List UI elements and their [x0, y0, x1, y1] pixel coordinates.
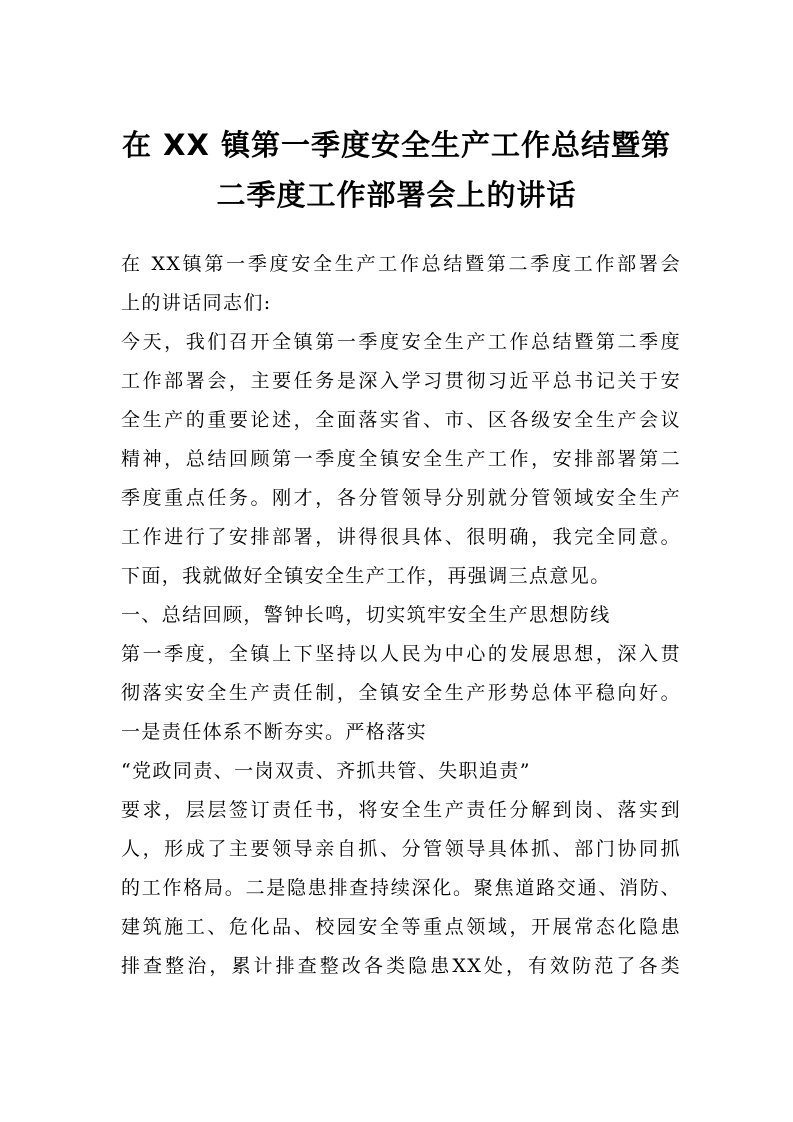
- body-line: 季度重点任务。刚才，各分管领导分别就分管领域安全生产: [121, 487, 681, 509]
- body-line: 排查整治，累计排查整改各类隐患XX处，有效防范了各类: [121, 955, 681, 977]
- body-line: 彻落实安全生产责任制，全镇安全生产形势总体平稳向好。: [121, 682, 681, 704]
- body-line: 工作部署会，主要任务是深入学习贯彻习近平总书记关于安: [121, 370, 681, 392]
- body-line: 下面，我就做好全镇安全生产工作，再强调三点意见。: [121, 565, 611, 587]
- body-line: 在 XX镇第一季度安全生产工作总结暨第二季度工作部署会: [121, 253, 681, 275]
- document-body: [121, 245, 681, 986]
- body-line: 全生产的重要论述，全面落实省、市、区各级安全生产会议: [121, 409, 681, 431]
- body-line: 要求，层层签订责任书，将安全生产责任分解到岗、落实到: [121, 799, 681, 821]
- body-line: 今天，我们召开全镇第一季度安全生产工作总结暨第二季度: [121, 331, 681, 353]
- body-line: 工作进行了安排部署，讲得很具体、很明确，我完全同意。: [121, 526, 681, 548]
- body-line: 上的讲话同志们:: [121, 292, 272, 314]
- body-line: “党政同责、一岗双责、齐抓共管、失职追责”: [121, 760, 531, 782]
- body-line: 人，形成了主要领导亲自抓、分管领导具体抓、部门协同抓: [121, 838, 681, 860]
- section-heading: 一、总结回顾，警钟长鸣，切实筑牢安全生产思想防线: [121, 604, 611, 626]
- body-line: 的工作格局。二是隐患排查持续深化。聚焦道路交通、消防、: [121, 877, 681, 899]
- document-title-line-2: 二季度工作部署会上的讲话: [216, 178, 577, 212]
- body-line: 第一季度，全镇上下坚持以人民为中心的发展思想，深入贯: [121, 643, 681, 665]
- body-line: 建筑施工、危化品、校园安全等重点领域，开展常态化隐患: [121, 916, 681, 938]
- document-title-line-1: 在 XX 镇第一季度安全生产工作总结暨第: [122, 128, 671, 162]
- body-line: 精神，总结回顾第一季度全镇安全生产工作，安排部署第二: [121, 448, 681, 470]
- body-line: 一是责任体系不断夯实。严格落实: [121, 721, 428, 743]
